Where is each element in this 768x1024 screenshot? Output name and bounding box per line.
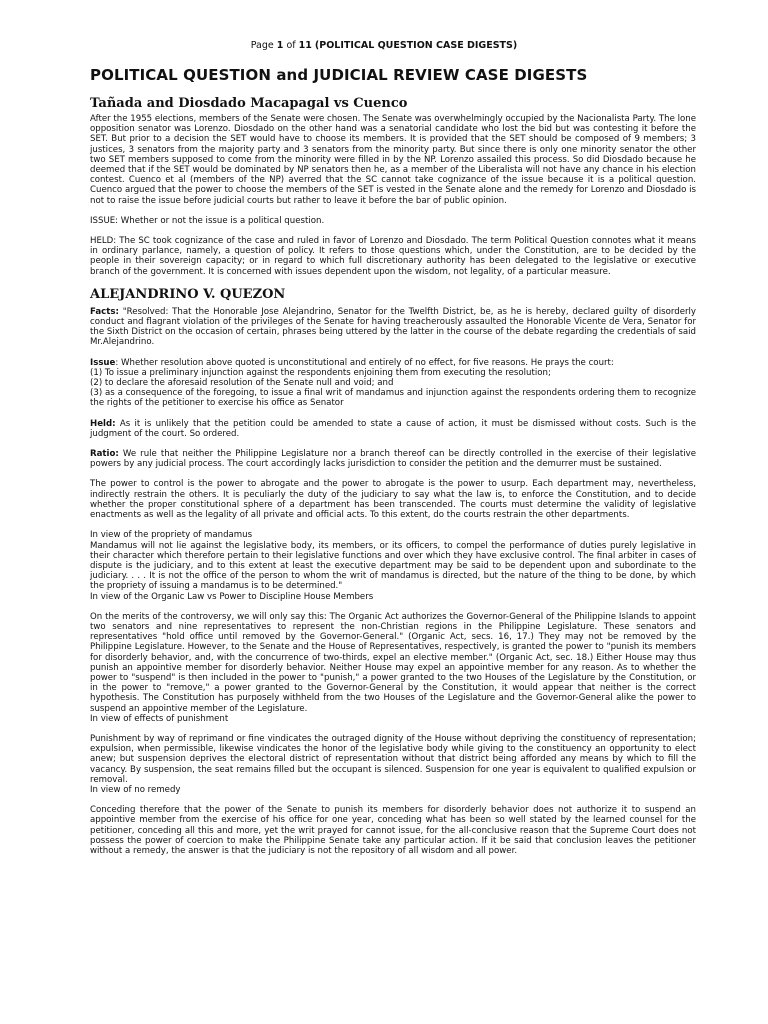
organic-law-heading: In view of the Organic Law vs Power to Discipline House Members [90,591,374,602]
of-label: of [286,40,296,51]
alejandrino-held [90,419,696,439]
held-label: Held: [90,418,116,429]
ratio-label: Ratio: [90,449,119,460]
document-reference: (POLITICAL QUESTION CASE DIGESTS) [314,40,518,51]
issue-text: : Whether resolution above quoted is unconstitutional and entirely of no effect, for five reasons. He prays the court: [115,357,614,368]
tanada-facts: After the 1955 elections, members of the Senate were chosen. The Senate was overwhelmingly occupied by the Nacionalista Party. The lone opposition senator was Lorenzo. Diosdado on the other hand was a senatorial candidate who lost the bid but was contesting it before the SET. But prior to a decision the SET would have to choose its members. It is provided that the SET should be composed of 9 members; 3 justices, 3 senators from the majority party and 3 senators from the minority party. But since there is only one minority senator the other two SET members supposed to come from the minority were filled in by the NP. Lorenzo assailed this process. So did Diosdado because he deemed that if the SET would be dominated by NP senators then he, as a member of the Liberalista will not have any chance in his election contest. Cuenco et al (members of the NP) averred that the SC cannot take cognizance of the issue because it is a political question. Cuenco argued that the power to choose the members of the SET is vested in the Senate alone and the remedy for Lorenzo and Diosdado is not to raise the issue before judicial courts but rather to leave it before the bar of public opinion. [90,114,696,206]
facts-label: Facts: [90,306,119,317]
facts-text: "Resolved: That the Honorable Jose Alejandrino, Senator for the Twelfth District, be, as he is hereby, declared guilty of disorderly conduct and flagrant violation of the privileges of the Senate for having treacherously assaulted the Honorable Vicente de Vera, Senator for the Sixth District on the occasion of certain, phrases being uttered by the latter in the course of the debate regarding the credentials of said Mr.Alejandrino. [90,306,696,348]
held-text: As it is unlikely that the petition could be amended to state a cause of action, it must be dismissed without costs. Such is the judgment of the court. So ordered. [90,418,696,439]
issue-label: Issue [90,357,116,368]
power-paragraph: The power to control is the power to abrogate and the power to abrogate is the power to usurp. Each department may, nevertheless, indirectly restrain the others. It is peculiarly the duty of the judiciary to say what the law is, to enforce the Constitution, and to decide whether the proper constitutional sphere of a department has been transcended. The courts must determine the validity of legislative enactments as well as the legality of all private and official acts. To this extent, do the courts restrain the other departments. [90,479,696,521]
case-title-tanada: Tañada and Diosdado Macapagal vs Cuenco [90,96,408,111]
page-label: Page [250,40,274,51]
mandamus-paragraph: Mandamus will not lie against the legislative body, its members, or its officers, to compel the performance of duties purely legislative in their character which therefore pertain to their legislative functions and over which they have exclusive control. The final arbiter in cases of dispute is the judiciary, and to this extent at least the executive department may be said to be dependent upon and subordinate to the judiciary. . . . It is not the office of the person to whom the writ of mandamus is directed, but the nature of the thing to be done, by which the propriety of issuing a mandamus is to be determined." [90,540,696,592]
punishment-heading: In view of effects of punishment [90,713,229,724]
no-remedy-heading: In view of no remedy [90,784,181,795]
ratio-text: We rule that neither the Philippine Legislature nor a branch thereof can be directly controlled in the exercise of their legislative powers by any judicial process. The court accordingly lacks jurisdiction to consider the petition and the demurrer must be sustained. [90,449,696,470]
document-title: POLITICAL QUESTION and JUDICIAL REVIEW CASE DIGESTS [90,66,588,84]
document-body [90,0,696,856]
alejandrino-facts [90,307,696,348]
issue-item: (1) To issue a preliminary injunction against the respondents enjoining them from executing the resolution; [90,367,551,378]
organic-act-paragraph: On the merits of the controversy, we will only say this: The Organic Act authorizes the Governor-General of the Philippine Islands to appoint two senators and nine representatives to represent the non-Christian regions in the Philippine Legislature. These senators and representatives "hold office until removed by the Governor-General." (Organic Act, secs. 16, 17.) They may not be removed by the Philippine Legislature. However, to the Senate and the House of Representatives, respectively, is granted the power to "punish its members for disorderly behavior, and, with the concurrence of two-thirds, expel an elective member." (Organic Act, sec. 18.) Either House may thus punish an appointive member for disorderly behavior. Neither House may expel an appointive member for any reason. As to whether the power to "suspend" is then included in the power to "punish," a power granted to the two Houses of the Legislature by the Constitution, or in the power to "remove," a power granted to the Governor-General by the Constitution, it would appear that neither is the correct hypothesis. The Constitution has purposely withheld from the two Houses of the Legislature and the Governor-General alike the power to suspend an appointive member of the Legislature. [90,611,696,714]
alejandrino-issue [90,358,696,368]
punishment-paragraph: Punishment by way of reprimand or fine vindicates the outraged dignity of the House without depriving the constituency of representation; expulsion, when permissible, likewise vindicates the honor of the legislative body while giving to the constituency an opportunity to elect anew; but suspension deprives the electoral district of representation without that district being afforded any means by which to fill the vacancy. By suspension, the seat remains filled but the occupant is silenced. Suspension for one year is equivalent to qualified expulsion or removal. [90,733,696,785]
tanada-held: HELD: The SC took cognizance of the case and ruled in favor of Lorenzo and Diosdado. The term Political Question connotes what it means in ordinary parlance, namely, a question of policy. It refers to those questions which, under the Constitution, are to be decided by the people in their sovereign capacity; or in regard to which full discretionary authority has been delegated to the legislative or executive branch of the government. It is concerned with issues dependent upon the wisdom, not legality, of a particular measure. [90,236,696,277]
alejandrino-ratio [90,449,696,469]
mandamus-heading: In view of the propriety of mandamus [90,530,253,541]
remedy-paragraph: Conceding therefore that the power of the Senate to punish its members for disorderly behavior does not authorize it to suspend an appointive member from the exercise of his office for one year, conceding what has been so well stated by the learned counsel for the petitioner, conceding all this and more, yet the writ prayed for cannot issue, for the all-conclusive reason that the Supreme Court does not possess the power of coercion to make the Philippine Senate take any particular action. If it be said that conclusion leaves the petitioner without a remedy, the answer is that the judiciary is not the repository of all wisdom and all power. [90,805,696,856]
case-title-alejandrino: ALEJANDRINO V. QUEZON [90,286,286,302]
page-number: 1 [276,40,284,51]
issue-item: (3) as a consequence of the foregoing, to issue a final writ of mandamus and injunction against the respondents ordering them to recognize the rights of the petitioner to exercise his office as Senator [90,388,696,409]
tanada-issue: ISSUE: Whether or not the issue is a political question. [90,215,325,226]
page-total: 11 [298,40,312,51]
issue-item: (2) to declare the aforesaid resolution of the Senate null and void; and [90,378,394,389]
